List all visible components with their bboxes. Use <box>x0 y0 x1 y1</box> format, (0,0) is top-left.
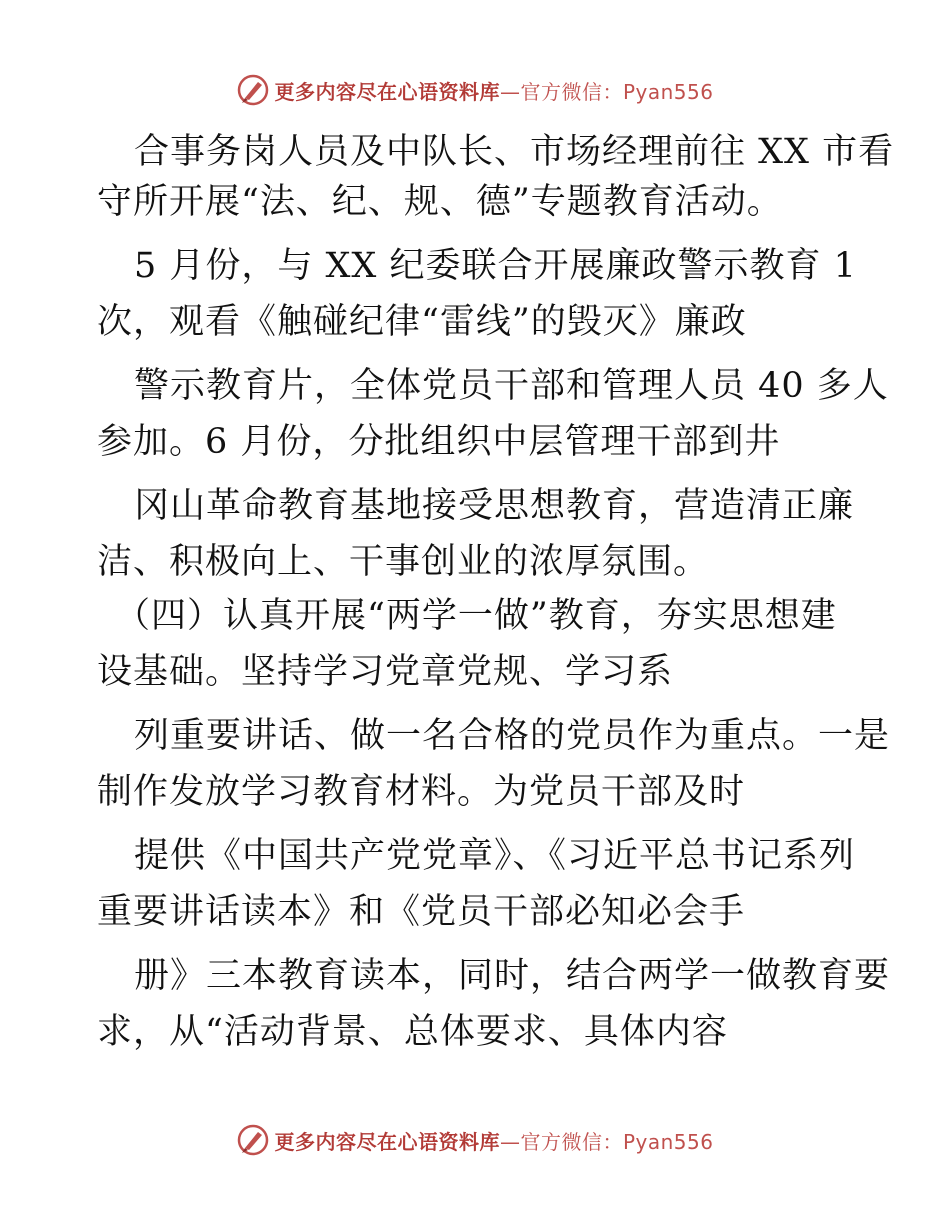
body-line: 重要讲话读本》和《党员干部必知必会手 <box>97 892 746 932</box>
body-line: 守所开展“法、纪、规、德”专题教育活动。 <box>97 182 783 222</box>
body-line: （四）认真开展“两学一做”教育，夯实思想建 <box>115 596 837 636</box>
body-line: 制作发放学习教育材料。为党员干部及时 <box>97 772 746 812</box>
footer-watermark <box>0 1120 950 1160</box>
watermark-site: 更多内容尽在心语资料库 <box>274 79 500 104</box>
watermark-separator: — <box>499 79 521 104</box>
body-line: 合事务岗人员及中队长、市场经理前往 XX 市看 <box>134 132 895 172</box>
watermark-text <box>274 1126 713 1155</box>
body-line: 提供《中国共产党党章》、《习近平总书记系列 <box>134 836 856 876</box>
body-line: 求，从“活动背景、总体要求、具体内容 <box>97 1012 728 1052</box>
body-line: 5 月份，与 XX 纪委联合开展廉政警示教育 1 <box>134 246 857 286</box>
watermark-text <box>274 76 713 105</box>
body-line: 参加。6 月份，分批组织中层管理干部到井 <box>97 422 781 462</box>
watermark-separator: — <box>499 1129 521 1154</box>
watermark-contact: 官方微信：Pyan556 <box>520 79 714 104</box>
body-line: 次，观看《触碰纪律“雷线”的毁灭》廉政 <box>97 302 747 342</box>
watermark-site: 更多内容尽在心语资料库 <box>274 1129 500 1154</box>
body-line: 冈山革命教育基地接受思想教育，营造清正廉 <box>134 486 855 526</box>
body-line: 设基础。坚持学习党章党规、学习系 <box>97 652 674 692</box>
body-line: 洁、积极向上、干事创业的浓厚氛围。 <box>97 542 710 582</box>
body-line: 警示教育片，全体党员干部和管理人员 40 多人 <box>134 366 889 406</box>
watermark-contact: 官方微信：Pyan556 <box>520 1129 714 1154</box>
body-line: 册》三本教育读本，同时，结合两学一做教育要 <box>134 956 891 996</box>
quill-pen-circle-icon <box>236 73 270 107</box>
body-line: 列重要讲话、做一名合格的党员作为重点。一是 <box>134 716 891 756</box>
quill-pen-circle-icon <box>236 1123 270 1157</box>
header-watermark <box>0 70 950 110</box>
